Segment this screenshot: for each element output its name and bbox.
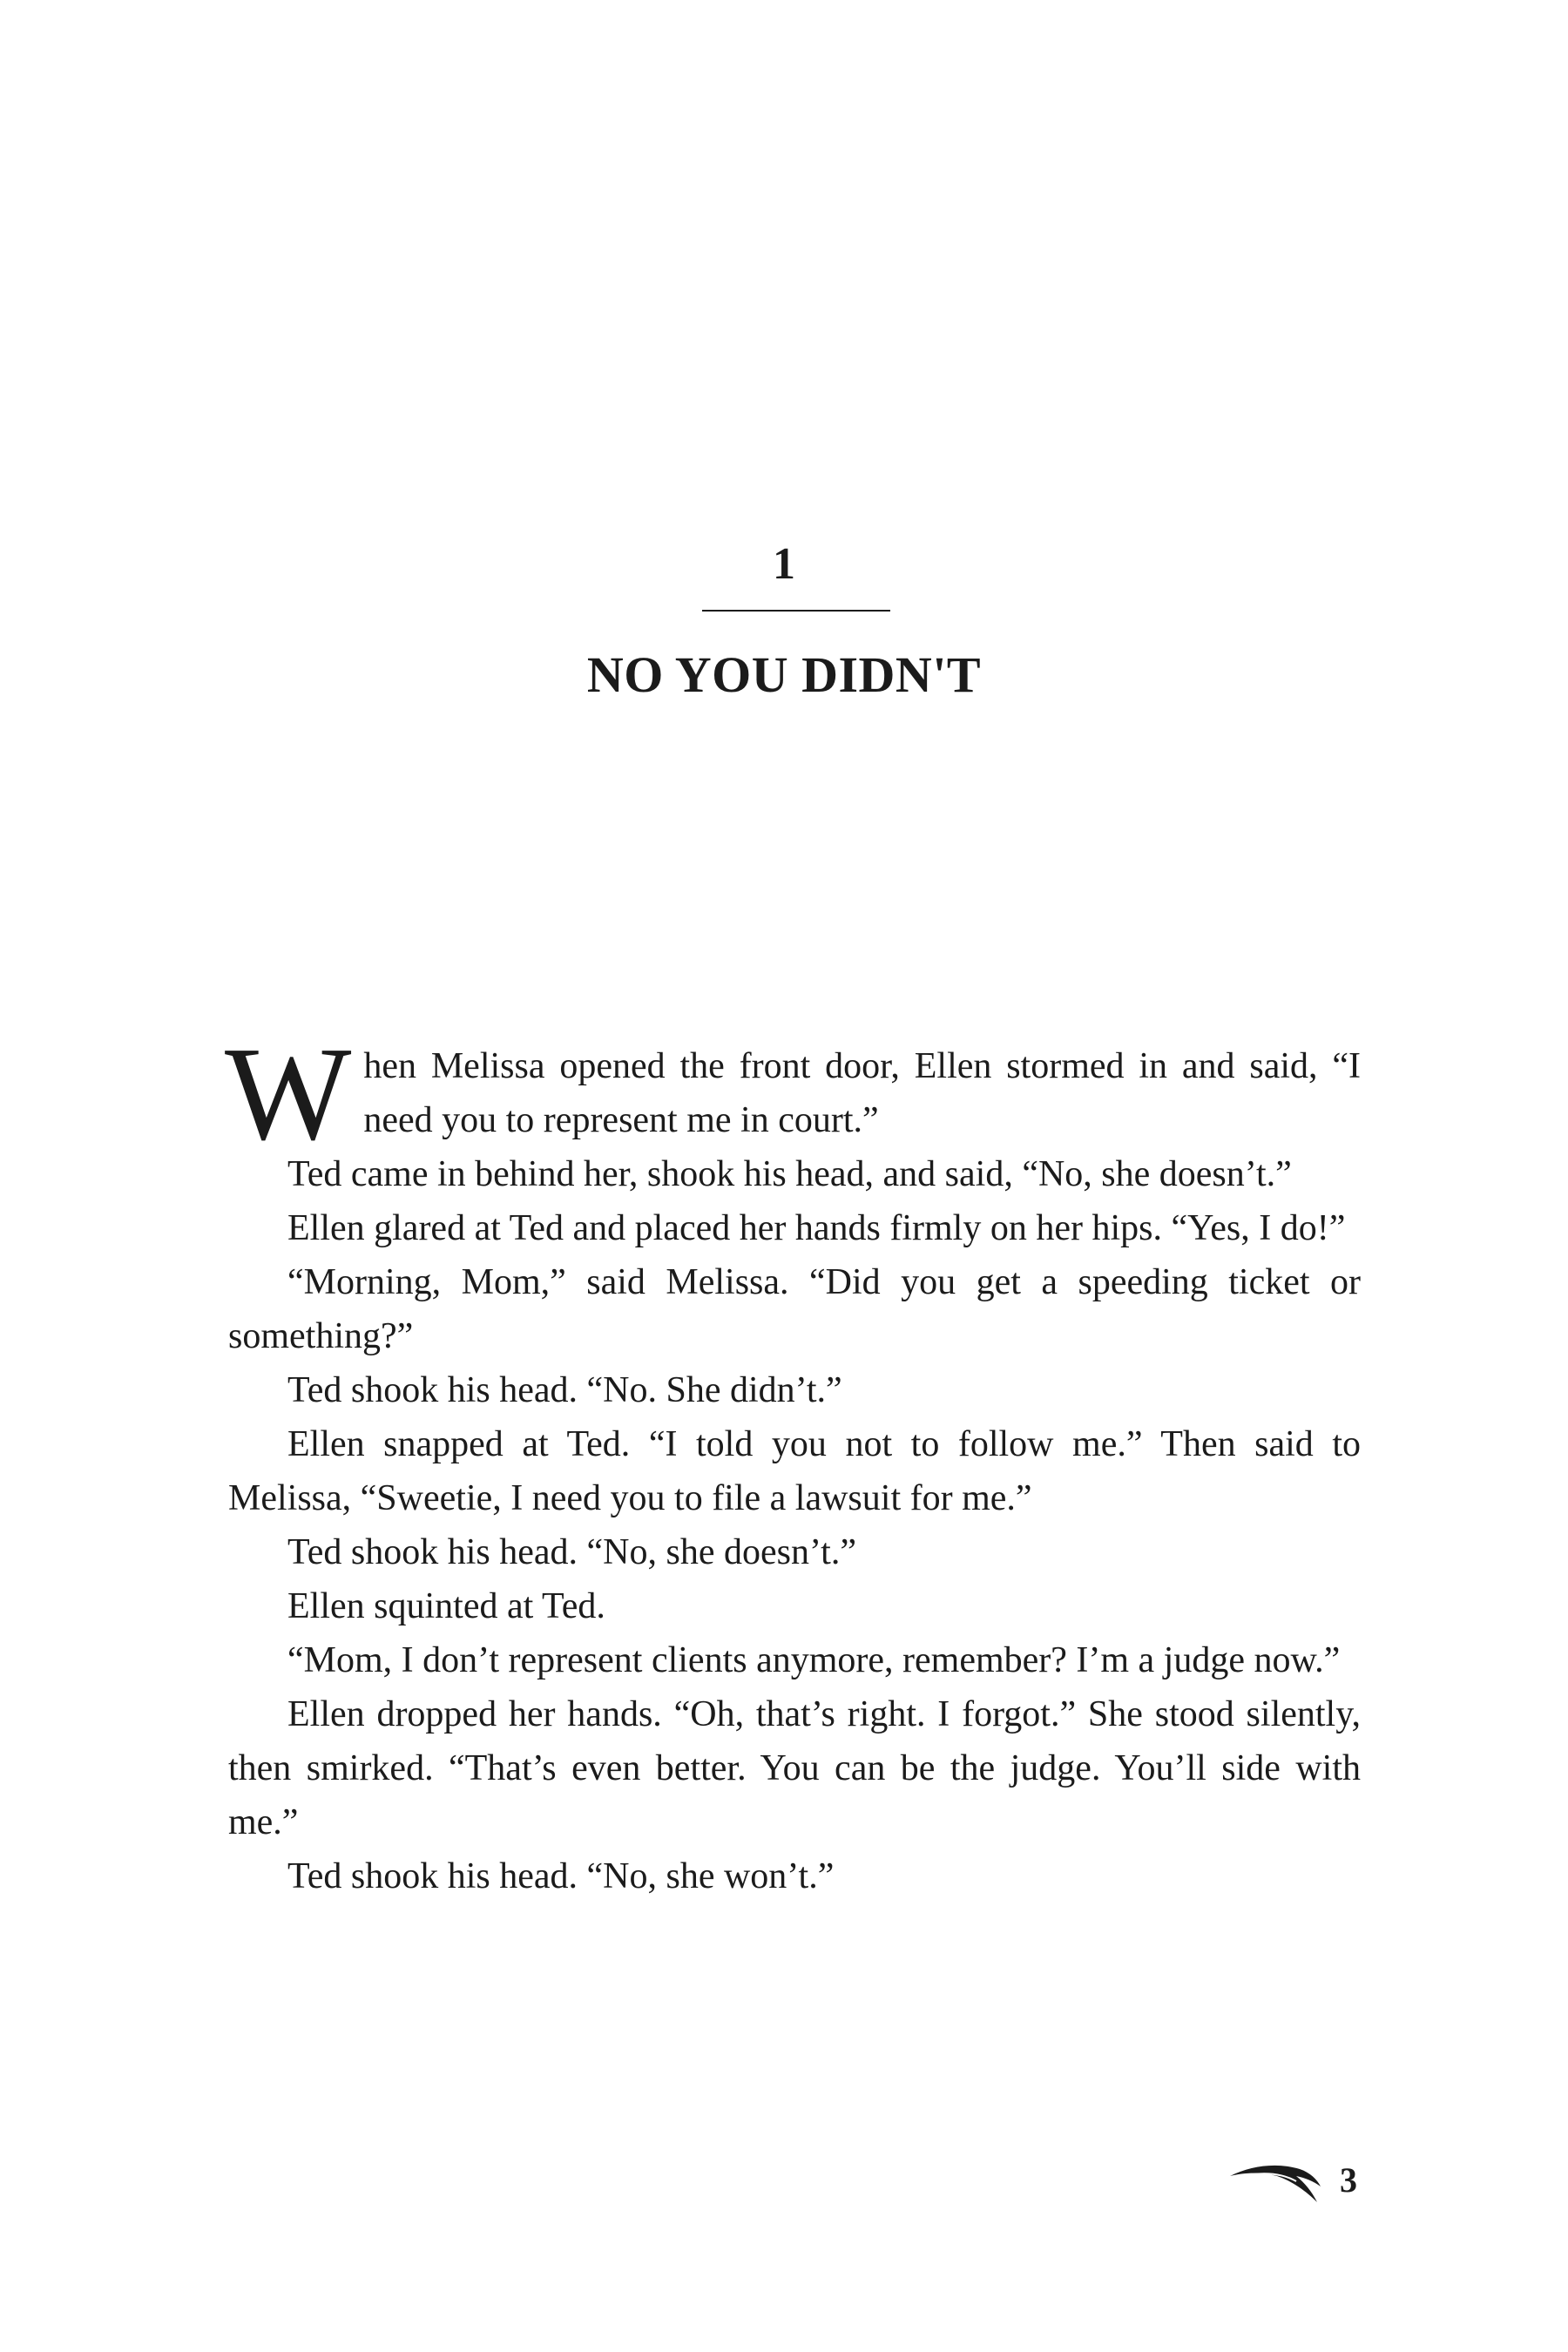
- paragraph: Ellen squinted at Ted.: [287, 1586, 605, 1626]
- paragraph: Ted came in behind her, shook his head, and said, “No, she doesn’t.”: [287, 1154, 1292, 1194]
- paragraph: Ted shook his head. “No, she won’t.”: [287, 1856, 835, 1896]
- paragraph: “Morning, Mom,” said Melissa. “Did you get a speeding ticket or something?”: [228, 1262, 1361, 1356]
- page-number: 3: [1340, 2160, 1357, 2200]
- paragraph: [225, 1020, 1361, 1168]
- paragraph: Ellen dropped her hands. “Oh, that’s right. I forgot.” She stood silently, then smirked. “That’s even better. You can be the judge. You’ll side with me.”: [228, 1694, 1361, 1842]
- paragraph: Ted shook his head. “No, she doesn’t.”: [287, 1532, 856, 1572]
- chapter-body: [225, 1020, 1361, 1903]
- paragraph: Ted shook his head. “No. She didn’t.”: [287, 1370, 842, 1410]
- paragraph: Ellen snapped at Ted. “I told you not to follow me.” Then said to Melissa, “Sweetie, I need you to file a lawsuit for me.”: [228, 1424, 1361, 1518]
- quill-swoosh-icon: [1227, 2157, 1324, 2206]
- chapter-title: NO YOU DIDN'T: [586, 646, 982, 703]
- chapter-number: 1: [773, 539, 795, 589]
- chapter-divider: [702, 610, 890, 612]
- paragraph: Ellen glared at Ted and placed her hands firmly on her hips. “Yes, I do!”: [287, 1208, 1346, 1248]
- paragraph: “Mom, I don’t represent clients anymore, remember? I’m a judge now.”: [287, 1640, 1341, 1680]
- paragraph-text: hen Melissa opened the front door, Ellen stormed in and said, “I need you to represent me in court.”: [363, 1046, 1361, 1140]
- drop-cap: W: [225, 1020, 352, 1168]
